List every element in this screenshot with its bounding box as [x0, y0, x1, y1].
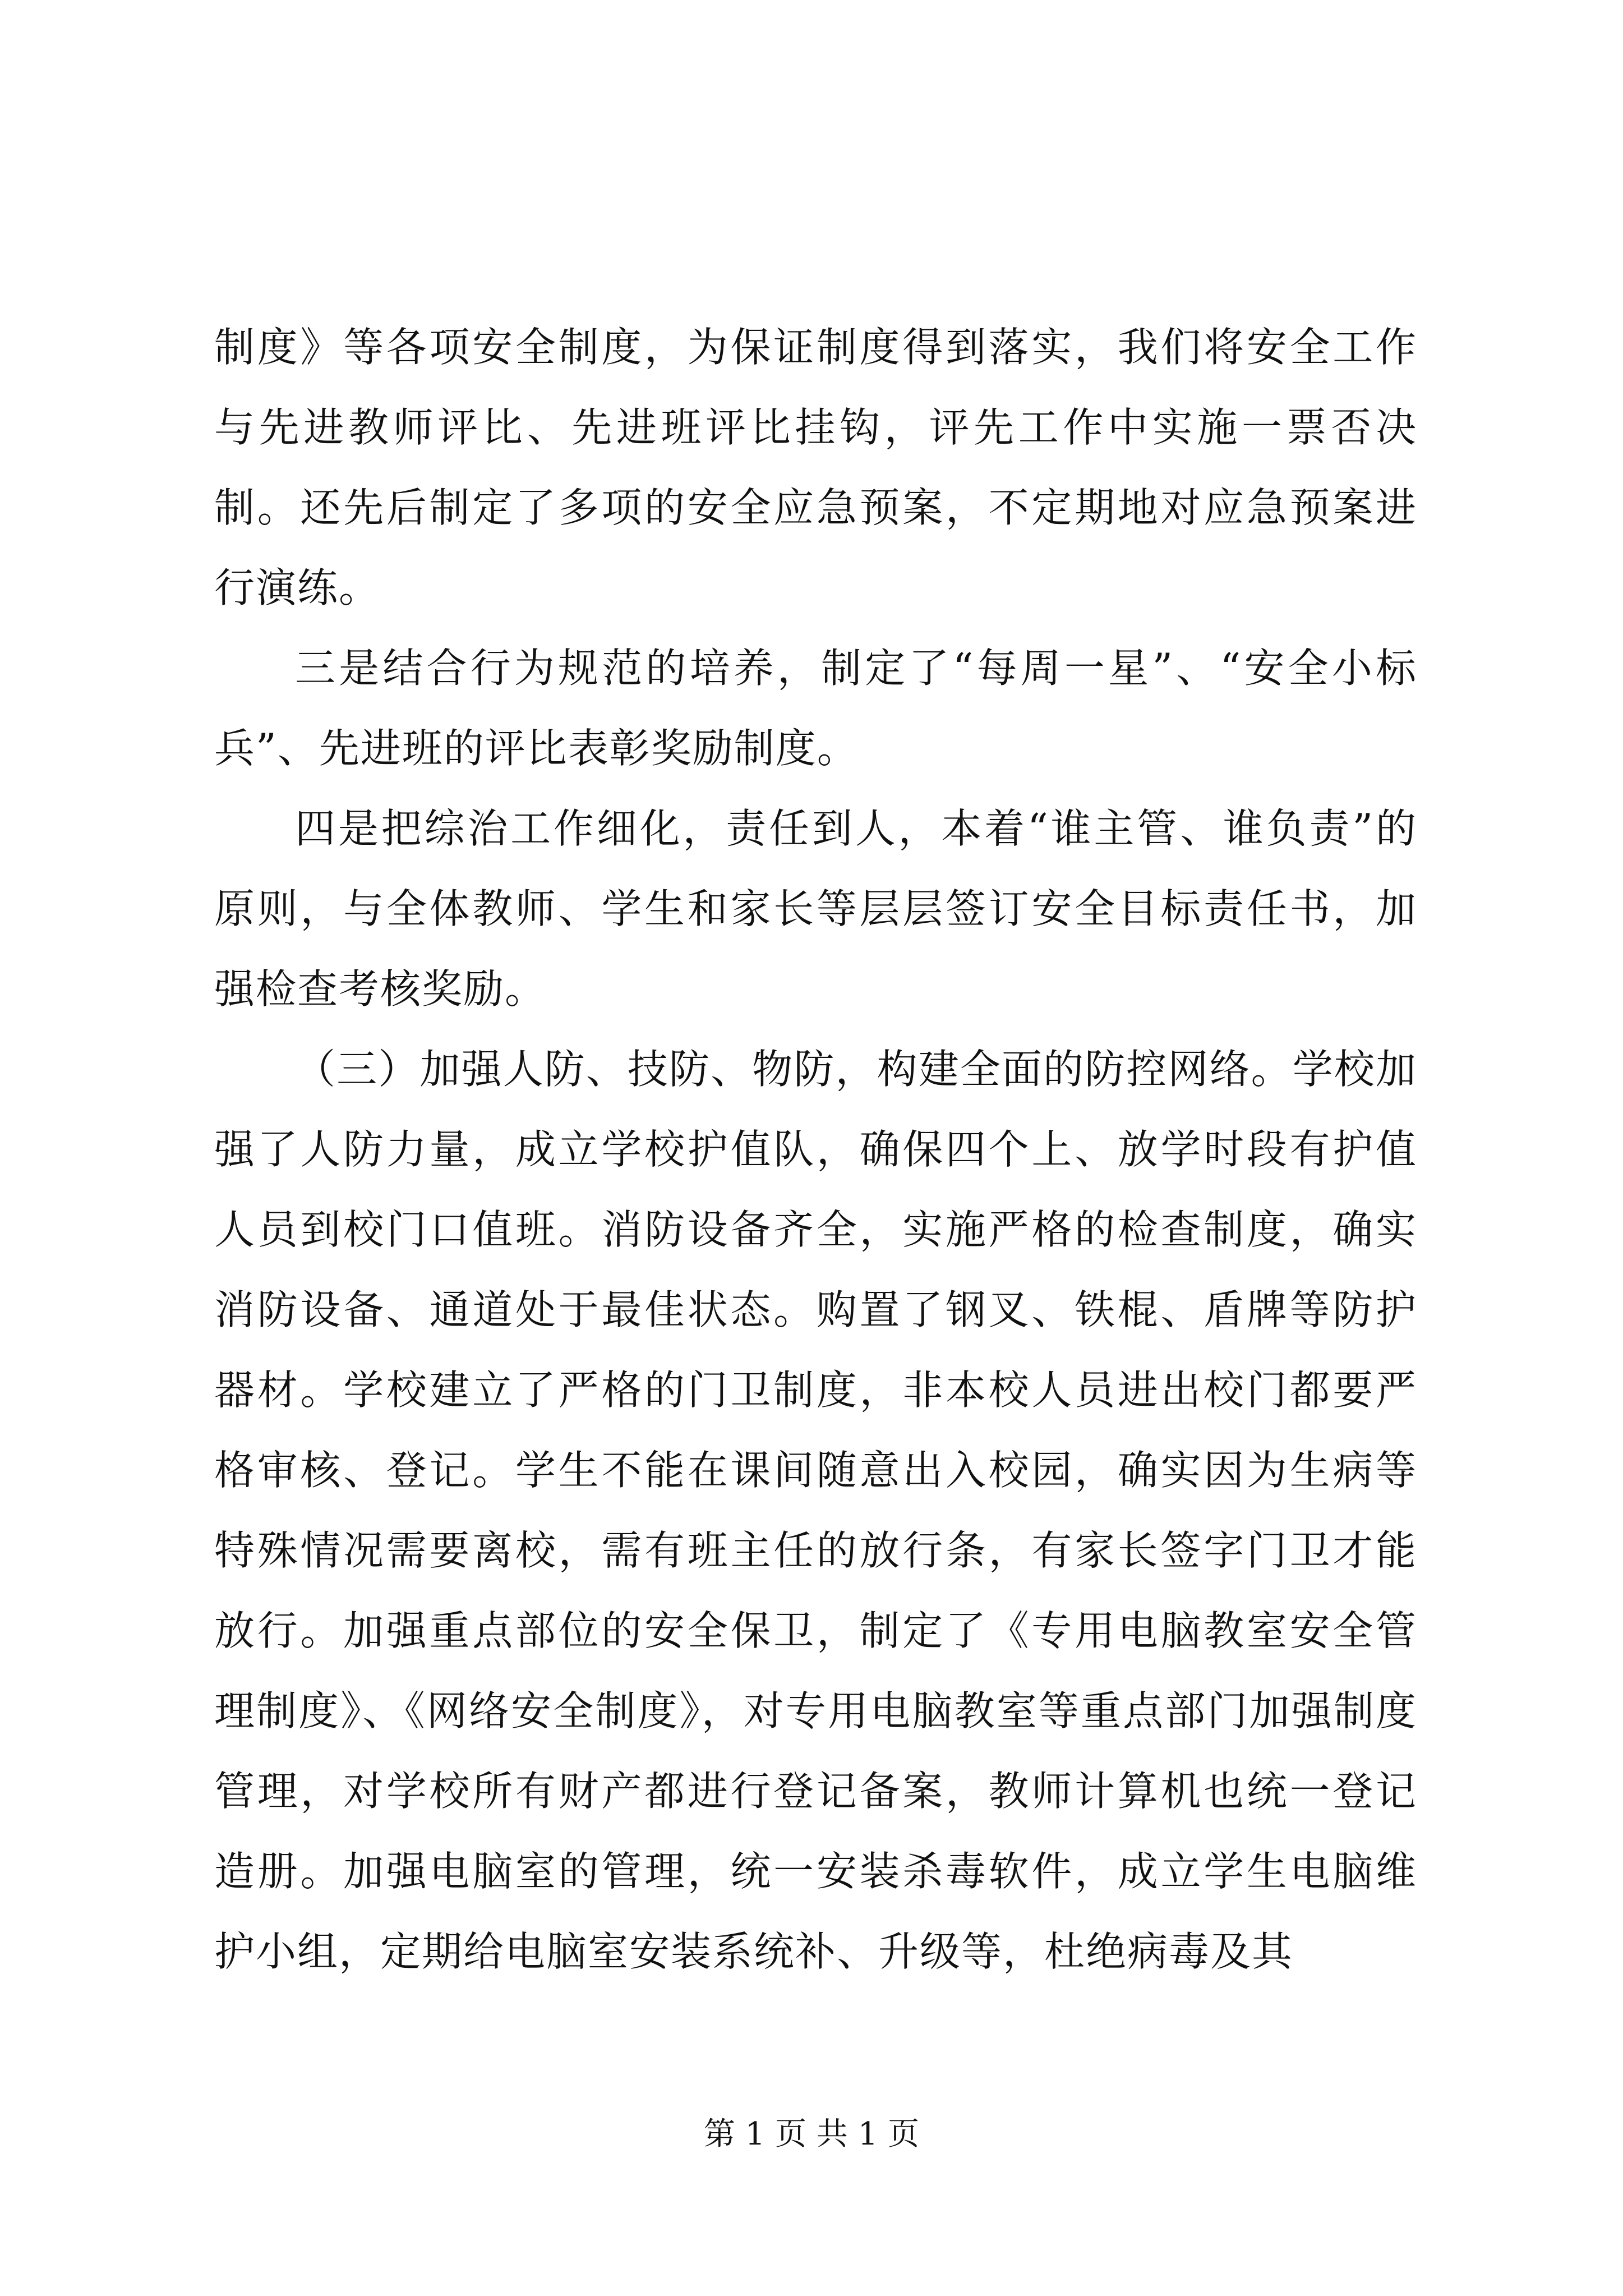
document-body: [214, 307, 1417, 1992]
paragraph-point-four: 四是把综治工作细化，责任到人，本着“谁主管、谁负责”的原则，与全体教师、学生和家长等层层签订安全目标责任书，加强检查考核奖励。: [214, 805, 1417, 1013]
paragraph-section-three: （三）加强人防、技防、物防，构建全面的防控网络。学校加强了人防力量，成立学校护值队，确保四个上、放学时段有护值人员到校门口值班。消防设备齐全，实施严格的检查制度，确实消防设备、通道处于最佳状态。购置了钢叉、铁棍、盾牌等防护器材。学校建立了严格的门卫制度，非本校人员进出校门都要严格审核、登记。学生不能在课间随意出入校园，确实因为生病等特殊情况需要离校，需有班主任的放行条，有家长签字门卫才能放行。加强重点部位的安全保卫，制定了《专用电脑教室安全管理制度》、《网络安全制度》，对专用电脑教室等重点部门加强制度管理，对学校所有财产都进行登记备案，教师计算机也统一登记造册。加强电脑室的管理，统一安装杀毒软件，成立学生电脑维护小组，定期给电脑室安装系统补、升级等，杜绝病毒及其: [214, 1046, 1417, 1975]
paragraph-continued: 制度》等各项安全制度，为保证制度得到落实，我们将安全工作与先进教师评比、先进班评比挂钩，评先工作中实施一票否决制。还先后制定了多项的安全应急预案，不定期地对应急预案进行演练。: [214, 324, 1417, 611]
paragraph-point-three: 三是结合行为规范的培养，制定了“每周一星”、“安全小标兵”、先进班的评比表彰奖励制度。: [214, 645, 1417, 772]
page-number-footer: 第 1 页 共 1 页: [703, 2116, 920, 2152]
